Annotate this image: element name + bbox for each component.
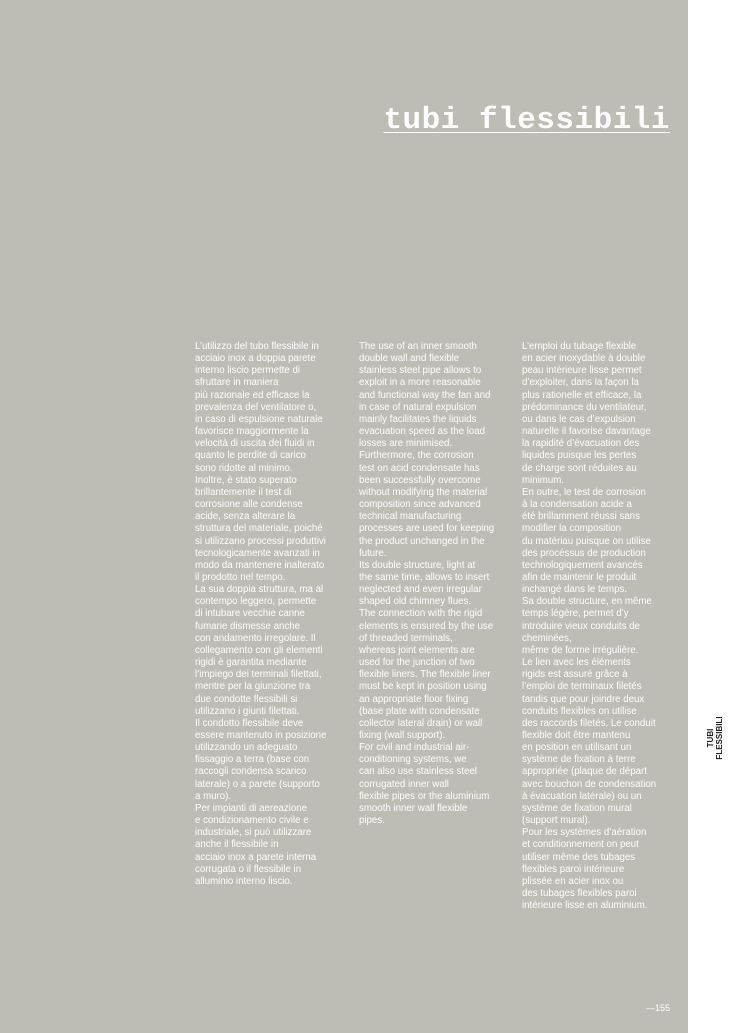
text-column-english	[359, 341, 509, 827]
english-body: The use of an inner smooth double wall and flexible stainless steel pipe allows to exploit in a more reasonable and functional way the fan and in case of natural expulsion mainly facilitates the liquids evacuation speed as the load losses are minimised. Furthermore, the corrosion test on acid condensate has been successfully overcome without modifying the material composition since advanced technical manufacturing processes are used for keeping the product unchanged in the future. Its double structure, light at the same time, allows to insert neglected and even irregular shaped old chimney flues. The connection with the rigid elements is ensured by the use of threaded terminals, whereas joint elements are used for the junction of two flexible liners. The flexible liner must be kept in position using an appropriate floor fixing (base plate with condensate collector lateral drain) or wall fixing (wall support). For civil and industrial air- conditioning systems, we can also use stainless steel corrugated inner wall flexible pipes or the aluminium smooth inner wall flexible pipes.	[359, 341, 495, 827]
page-title: tubi flessibili	[383, 102, 670, 138]
french-body: L’emploi du tubage flexible en acier inoxydable à double peau intérieure lisse permet d’exploiter, dans la façon la plus rationelle et efficace, la prédominance du ventilateur, ou dans le cas d’expulsion naturelle il favorise davantage la rapidité d’évacuation des liquides puisque les pertes de charge sont réduites au minimum. En outre, le test de corrosion à la condensation acide a été brillamment réussi sans modifier la composition du matériau puisque on utilise des procéssus de production technologiquement avancés afin de maintenir le produit inchangé dans le temps. Sa double structure, en même temps légère, permet d’y introduire vieux conduits de cheminées, même de forme irrégulière. Le lien avec les éléments rigids est assuré grâce à l’emploi de terminaux filetés tandis que pour joindre deux conduits flexibles on utilise des raccords filetés. Le conduit flexible doit être mantenu en position en utilisant un système de fixation à terre appropriée (plaque de départ avec bouchon de condensation à évacuation latérale) ou un système de fixation mural (support mural). Pour les systèmes d’aération et conditionnement on peut utiliser même des tubages flexibles paroi intérieure plissée en acier inox ou des tubages flexibles paroi intérieure lisse en aluminium.	[522, 341, 657, 912]
section-tab-label: TUBI FLESSIBILI	[706, 716, 724, 760]
text-column-french	[522, 341, 672, 912]
italian-body: L’utilizzo del tubo flessibile in acciaio inox a doppia parete interno liscio permette di sfruttare in maniera più razionale ed efficace la prevalenza del ventilatore o, in caso di espulsione naturale favorisce maggiormente la velocità di uscita dei fluidi in quanto le perdite di carico sono ridotte al minimo. Inoltre, è stato superato brillantemente il test di corrosione alle condense acide, senza alterare la struttura del materiale, poiché si utilizzano processi produttivi tecnologicamente avanzati in modo da mantenere inalterato il prodotto nel tempo. La sua doppia struttura, ma al contempo leggero, permette di intubare vecchie canne fumarie dismesse anche con andamento irregolare. Il collegamento con gli elementi rigidi è garantita mediante l’impiego dei terminali filettati, mentre per la giunzione tra due condotte flessibili si utilizzano i giunti filettati. Il condotto flessibile deve essere mantenuto in posizione utilizzando un adeguato fissaggio a terra (base con raccogli condensa scarico laterale) o a parete (supporto a muro). Per impianti di aereazione e condizionamento civile e industriale, si può utilizzare anche il flessibile in acciaio inox a parete interna corrugata o il flessibile in alluminio interno liscio.	[195, 341, 327, 887]
text-column-italian	[195, 341, 345, 888]
section-tab	[697, 708, 733, 768]
page-number: —155	[645, 1003, 670, 1013]
section-sidebar	[688, 0, 742, 1033]
